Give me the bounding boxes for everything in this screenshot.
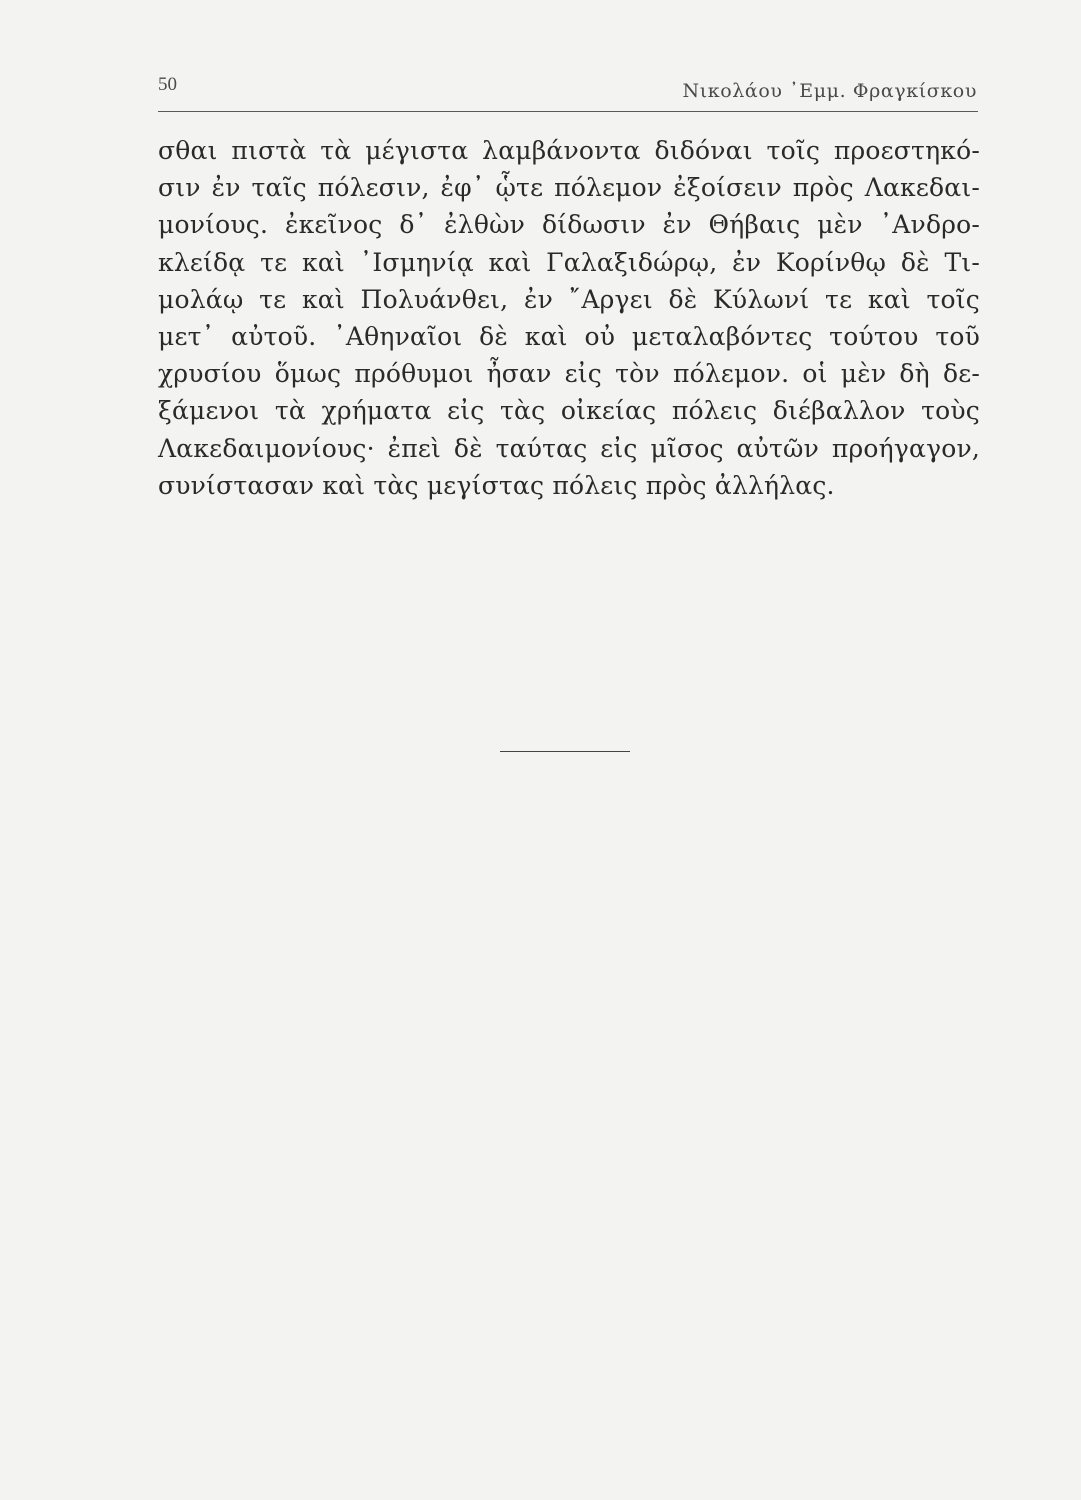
- text-line: κλείδᾳ τε καὶ ᾿Ισμηνίᾳ καὶ Γαλαξιδώρῳ, ἐν Κορίνθῳ δὲ Τι-: [158, 247, 980, 277]
- running-head: Νικολάου ᾿Εμμ. Φραγκίσκου: [682, 80, 977, 102]
- text-line: μολάῳ τε καὶ Πολυάνθει, ἐν ῎Αργει δὲ Κύλωνί τε καὶ τοῖς: [158, 284, 980, 314]
- body-text: [158, 132, 980, 504]
- text-line: σιν ἐν ταῖς πόλεσιν, ἐφ᾿ ᾧτε πόλεμον ἐξοίσειν πρὸς Λακεδαι-: [158, 173, 980, 203]
- header-rule: [158, 111, 978, 112]
- text-line: ξάμενοι τὰ χρήματα εἰς τὰς οἰκείας πόλεις διέβαλλον τοὺς: [158, 396, 980, 426]
- text-line: μετ᾿ αὐτοῦ. ᾿Αθηναῖοι δὲ καὶ οὐ μεταλαβόντες τούτου τοῦ: [158, 321, 980, 351]
- text-line: σθαι πιστὰ τὰ μέγιστα λαμβάνοντα διδόναι τοῖς προεστηκό-: [158, 136, 980, 165]
- text-line: χρυσίου ὅμως πρόθυμοι ἦσαν εἰς τὸν πόλεμον. οἱ μὲν δὴ δε-: [158, 359, 980, 389]
- text-line: Λακεδαιμονίους· ἐπεὶ δὲ ταύτας εἰς μῖσος αὐτῶν προήγαγον,: [158, 433, 980, 463]
- page-number: 50: [158, 74, 177, 95]
- section-end-rule: [500, 751, 630, 752]
- text-line-last: συνίστασαν καὶ τὰς μεγίστας πόλεις πρὸς ἀλλήλας.: [158, 470, 835, 500]
- text-line: μονίους. ἐκεῖνος δ᾿ ἐλθὼν δίδωσιν ἐν Θήβαις μὲν ᾿Ανδρο-: [158, 210, 980, 240]
